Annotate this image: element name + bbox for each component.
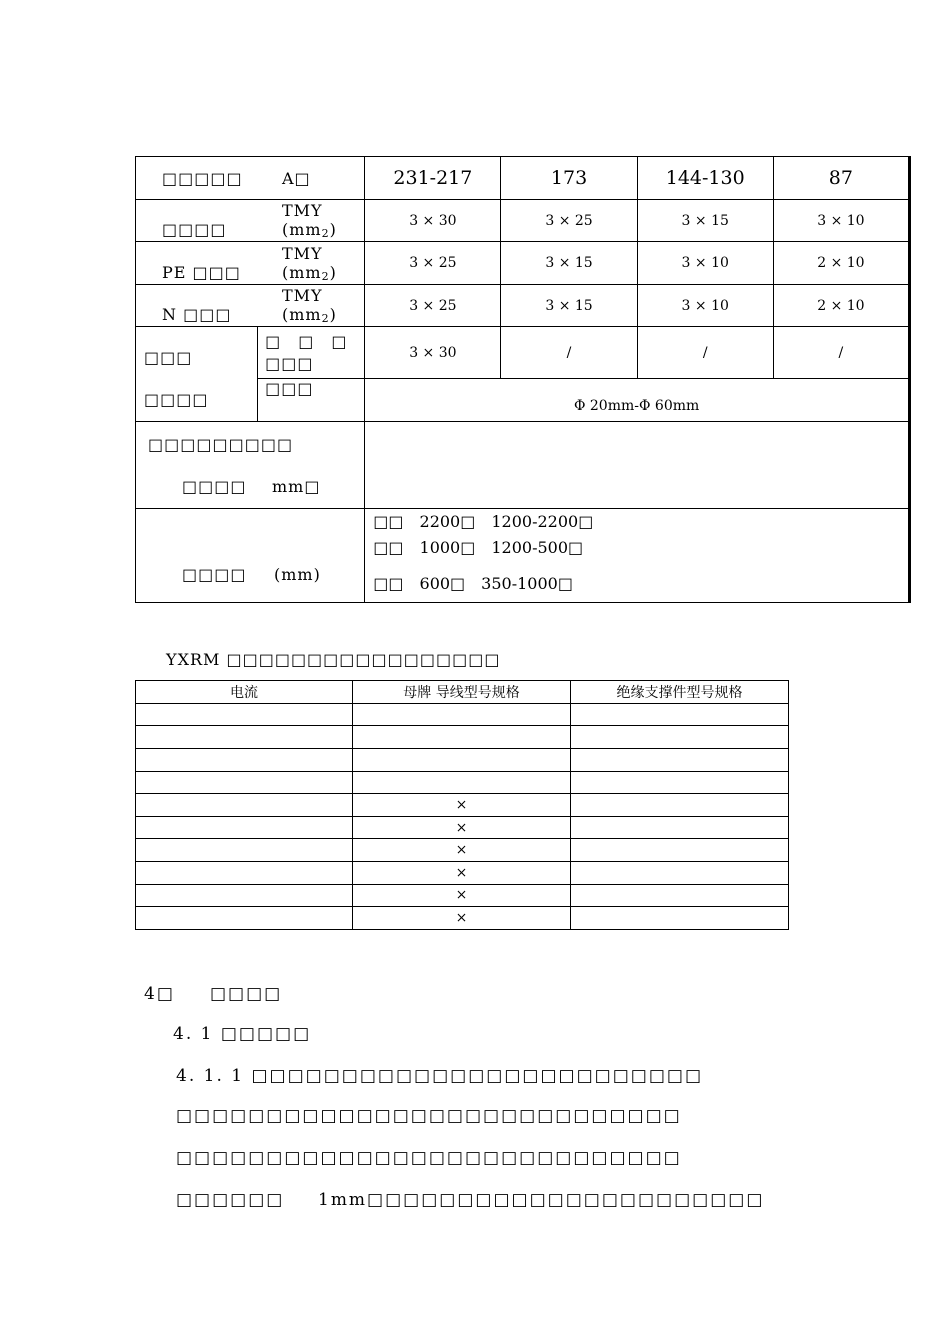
header-current: 电流 <box>136 681 353 704</box>
table-cell <box>571 771 789 794</box>
label-text: □□□□□ <box>162 168 243 188</box>
table-cell <box>353 771 571 794</box>
table-cell: × <box>353 907 571 930</box>
table-cell <box>571 862 789 885</box>
dim-line: □□ 600□ 350-1000□ <box>373 574 573 593</box>
unit-text <box>282 244 362 283</box>
table-cell: × <box>353 839 571 862</box>
group-label-top: □□□ <box>144 348 193 367</box>
table-row <box>136 839 789 862</box>
table-cell <box>136 816 353 839</box>
spec-cell: / <box>773 327 909 379</box>
row7-value <box>365 422 910 509</box>
current-table-caption: YXRM □□□□□□□□□□□□□□□□□ <box>166 650 501 669</box>
row8-unit: (mm) <box>274 565 321 584</box>
header-busbar-spec: 母牌 导线型号规格 <box>353 681 571 704</box>
spec-row-pe <box>136 242 910 285</box>
table-row <box>136 907 789 930</box>
table-row <box>136 862 789 885</box>
header-insulator-spec: 绝缘支撑件型号规格 <box>571 681 789 704</box>
unit-text: A□ <box>282 168 311 188</box>
spec-cell: 3 × 10 <box>773 200 909 242</box>
label-text: N □□□ <box>162 305 232 324</box>
paragraph-line: 1mm□□□□□□□□□□□□□□□□□□□□□□ <box>318 1190 765 1210</box>
table-cell <box>136 884 353 907</box>
row8-label <box>136 509 365 603</box>
current-table <box>135 680 789 930</box>
table-cell <box>353 748 571 771</box>
group-sub1-label <box>258 327 365 379</box>
spec-cell: 3 × 25 <box>501 200 637 242</box>
table-cell <box>136 748 353 771</box>
row7-label <box>136 422 365 509</box>
unit-text <box>282 201 362 240</box>
paragraph-line: □□□□□□□□□□□□□□□□□□□□□□□□□□□□ <box>176 1106 682 1126</box>
spec-row-7 <box>136 422 910 509</box>
spec-row-group-a <box>136 327 910 379</box>
spec-cell: 3 × 15 <box>637 200 773 242</box>
spec-table <box>135 156 911 603</box>
spec-row-busbar <box>136 200 910 242</box>
table-cell: × <box>353 862 571 885</box>
table-row <box>136 816 789 839</box>
spec-row-current <box>136 157 910 200</box>
table-row <box>136 703 789 726</box>
spec-cell: 3 × 25 <box>365 285 501 327</box>
table-cell <box>571 794 789 817</box>
label-text: PE □□□ <box>162 262 241 282</box>
table-row <box>136 748 789 771</box>
subsection-heading: 4. 1 □□□□□ <box>173 1024 312 1044</box>
table-cell <box>136 907 353 930</box>
unit-close: ) <box>329 305 337 324</box>
spec-cell-diameter: Φ 20mm-Φ 60mm <box>365 379 910 422</box>
dim-line: □□ 1000□ 1200-500□ <box>373 538 584 557</box>
sub1-line2: □□□ <box>265 353 314 373</box>
unit-main: TMY (mm <box>282 243 323 282</box>
table-cell <box>136 839 353 862</box>
section-title: □□□□ <box>210 984 283 1004</box>
table-row <box>136 726 789 749</box>
spec-cell: 3 × 10 <box>637 242 773 285</box>
current-table-header <box>136 681 789 704</box>
table-cell <box>353 703 571 726</box>
table-row <box>136 771 789 794</box>
group-sub2-label: □□□ <box>258 379 365 422</box>
spec-cell: 3 × 30 <box>365 200 501 242</box>
row7-line2 <box>136 466 364 508</box>
spec-cell: 2 × 10 <box>773 242 909 285</box>
row7-label-text: □□□□ <box>182 477 247 496</box>
unit-sub: 2 <box>321 269 330 283</box>
spec-row-label <box>136 242 365 285</box>
spec-cell: / <box>637 327 773 379</box>
table-row <box>136 884 789 907</box>
spec-row-n <box>136 285 910 327</box>
unit-sub: 2 <box>321 312 330 325</box>
table-cell <box>136 862 353 885</box>
section-number: 4□ <box>144 984 175 1004</box>
table-cell <box>571 726 789 749</box>
unit-text <box>282 286 362 325</box>
table-cell: × <box>353 794 571 817</box>
spec-cell: 231-217 <box>365 157 501 200</box>
paragraph-line: 4. 1. 1 □□□□□□□□□□□□□□□□□□□□□□□□□ <box>176 1066 704 1086</box>
paragraph-line: □□□□□□□□□□□□□□□□□□□□□□□□□□□□ <box>176 1148 682 1168</box>
dim-line: □□ 2200□ 1200-2200□ <box>373 512 594 531</box>
unit-main: TMY (mm <box>282 201 323 239</box>
spec-cell: 173 <box>501 157 637 200</box>
spec-cell: 3 × 25 <box>365 242 501 285</box>
spec-cell: 3 × 15 <box>501 285 637 327</box>
spec-row-label <box>136 200 365 242</box>
unit-close: ) <box>329 220 337 239</box>
label-text: □□□□ <box>162 220 227 239</box>
row7-unit: mm□ <box>272 477 321 496</box>
table-cell <box>571 748 789 771</box>
spec-cell: 87 <box>773 157 909 200</box>
table-row <box>136 794 789 817</box>
table-cell: × <box>353 884 571 907</box>
table-cell <box>353 726 571 749</box>
spec-cell: 3 × 10 <box>637 285 773 327</box>
table-cell <box>571 839 789 862</box>
row8-label-text: □□□□ <box>182 565 247 584</box>
table-cell <box>571 907 789 930</box>
group-label-bottom: □□□□ <box>144 390 209 409</box>
table-cell <box>136 726 353 749</box>
spec-cell: 144-130 <box>637 157 773 200</box>
spec-row-label <box>136 157 365 200</box>
table-cell <box>136 794 353 817</box>
row7-line1: □□□□□□□□□ <box>148 435 294 454</box>
sub1-line1: □ □ □ <box>265 331 348 351</box>
table-cell <box>571 816 789 839</box>
spec-cell: 3 × 15 <box>501 242 637 285</box>
table-cell <box>571 703 789 726</box>
table-cell <box>571 884 789 907</box>
table-cell: × <box>353 816 571 839</box>
table-cell <box>136 771 353 794</box>
table-cell <box>136 703 353 726</box>
spec-cell: 2 × 10 <box>773 285 909 327</box>
unit-sub: 2 <box>321 227 330 240</box>
spec-row-label <box>136 285 365 327</box>
spec-cell: / <box>501 327 637 379</box>
unit-close: ) <box>329 262 337 282</box>
row8-dimensions <box>365 509 910 603</box>
spec-row-8 <box>136 509 910 603</box>
spec-cell: 3 × 30 <box>365 327 501 379</box>
unit-main: TMY (mm <box>282 286 323 324</box>
group-label <box>136 327 258 422</box>
paragraph-line: □□□□□□ <box>176 1190 285 1210</box>
